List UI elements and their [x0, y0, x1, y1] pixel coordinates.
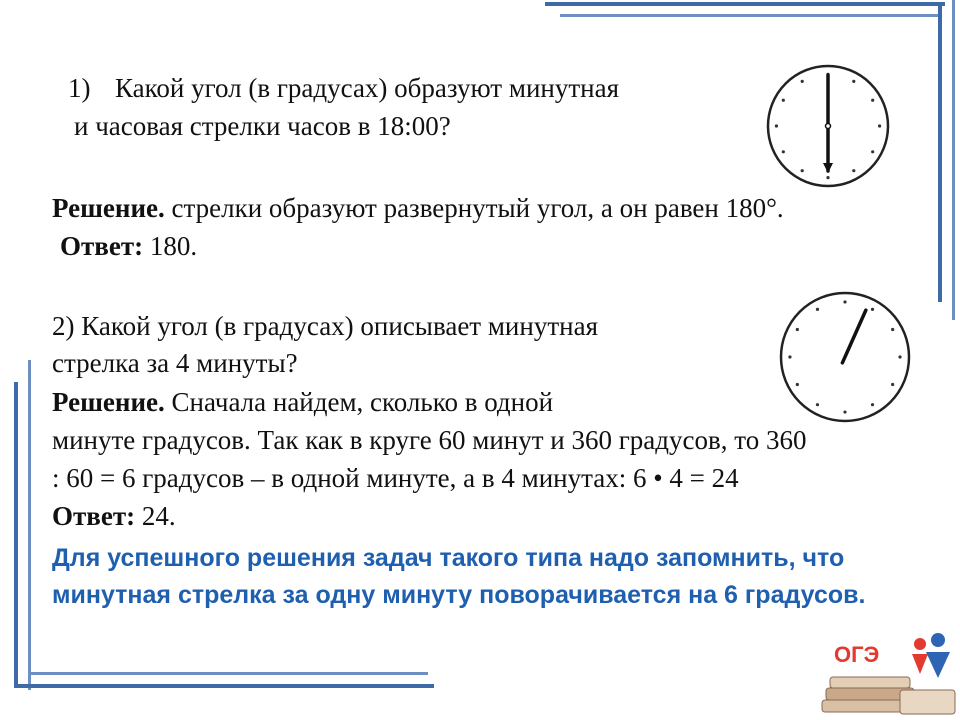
clock-tick-dot — [775, 124, 778, 127]
frame-right-line — [938, 2, 942, 302]
clock-tick-dot — [891, 328, 894, 331]
clock-tick-dot — [782, 150, 785, 153]
clock-tick-dot — [796, 383, 799, 386]
problem1-number: 1) — [68, 73, 91, 103]
clock-icon — [765, 63, 891, 189]
clock-tick-dot — [843, 410, 846, 413]
problem2-line2: стрелка за 4 минуты? — [52, 348, 298, 378]
frame-top-line-inner — [560, 14, 940, 17]
frame-left-line — [14, 382, 18, 687]
answer1-value: 180. — [143, 231, 198, 261]
frame-top-line — [545, 2, 945, 6]
solution2-label: Решение. — [52, 387, 165, 417]
answer1-label: Ответ: — [60, 231, 144, 261]
clock-tick-dot — [852, 80, 855, 83]
book-shape — [830, 677, 910, 688]
frame-bottom-line-inner — [28, 672, 428, 675]
figure-head — [931, 633, 945, 647]
clock-tick-dot — [796, 328, 799, 331]
clock-center — [826, 124, 831, 129]
clock-tick-dot — [816, 308, 819, 311]
clock-tick-dot — [871, 150, 874, 153]
clock-tick-dot — [871, 308, 874, 311]
rule-note: Для успешного решения задач такого типа надо запомнить, что минутная стрелка за одну минуту поворачивается на 6 градусов. — [52, 544, 866, 609]
clock-tick-dot — [788, 355, 791, 358]
answer2-label: Ответ: — [52, 501, 136, 531]
clock-tick-dot — [898, 355, 901, 358]
answer2-line — [52, 500, 176, 533]
clock-tick-dot — [871, 403, 874, 406]
frame-bottom-line — [14, 684, 434, 688]
problem1-line2: и часовая стрелки часов в 18:00? — [74, 111, 451, 141]
clock-tick-dot — [801, 80, 804, 83]
solution2-text1: Сначала найдем, сколько в одной — [164, 387, 554, 417]
clock-tick-dot — [816, 403, 819, 406]
solution1-label: Решение. — [52, 193, 165, 223]
solution2-line2: минуте градусов. Так как в круге 60 минут и 360 градусов, то 360 — [52, 425, 807, 455]
solution2-line3: : 60 = 6 градусов – в одной минуте, а в 4 минутах: 6 • 4 = 24 — [52, 463, 739, 493]
clock-tick-dot — [878, 124, 881, 127]
clock-tick-dot — [782, 99, 785, 102]
problem1-line1: Какой угол (в градусах) образуют минутная — [115, 73, 619, 103]
frame-right-line-inner — [952, 0, 955, 320]
frame-left-line-inner — [28, 360, 31, 690]
figure-body — [912, 654, 928, 674]
answer2-value: 24. — [135, 501, 176, 531]
solution2-line1 — [52, 386, 553, 419]
problem2-line1: 2) Какой угол (в градусах) описывает минутная — [52, 311, 598, 341]
clock-tick-dot — [852, 169, 855, 172]
answer1-line — [60, 230, 197, 263]
clock-tick-dot — [801, 169, 804, 172]
figure-body — [926, 652, 950, 678]
clock-tick-dot — [826, 176, 829, 179]
solution1-line — [52, 192, 784, 225]
solution1-text: стрелки образуют развернутый угол, а он равен 180°. — [164, 193, 784, 223]
clock-tick-dot — [871, 99, 874, 102]
clock-tick-dot — [843, 300, 846, 303]
figure-head — [914, 638, 926, 650]
oge-logo — [820, 630, 960, 720]
clock-icon — [778, 290, 912, 424]
book-shape — [900, 690, 955, 714]
clock-tick-dot — [891, 383, 894, 386]
logo-text: ОГЭ — [834, 642, 880, 667]
